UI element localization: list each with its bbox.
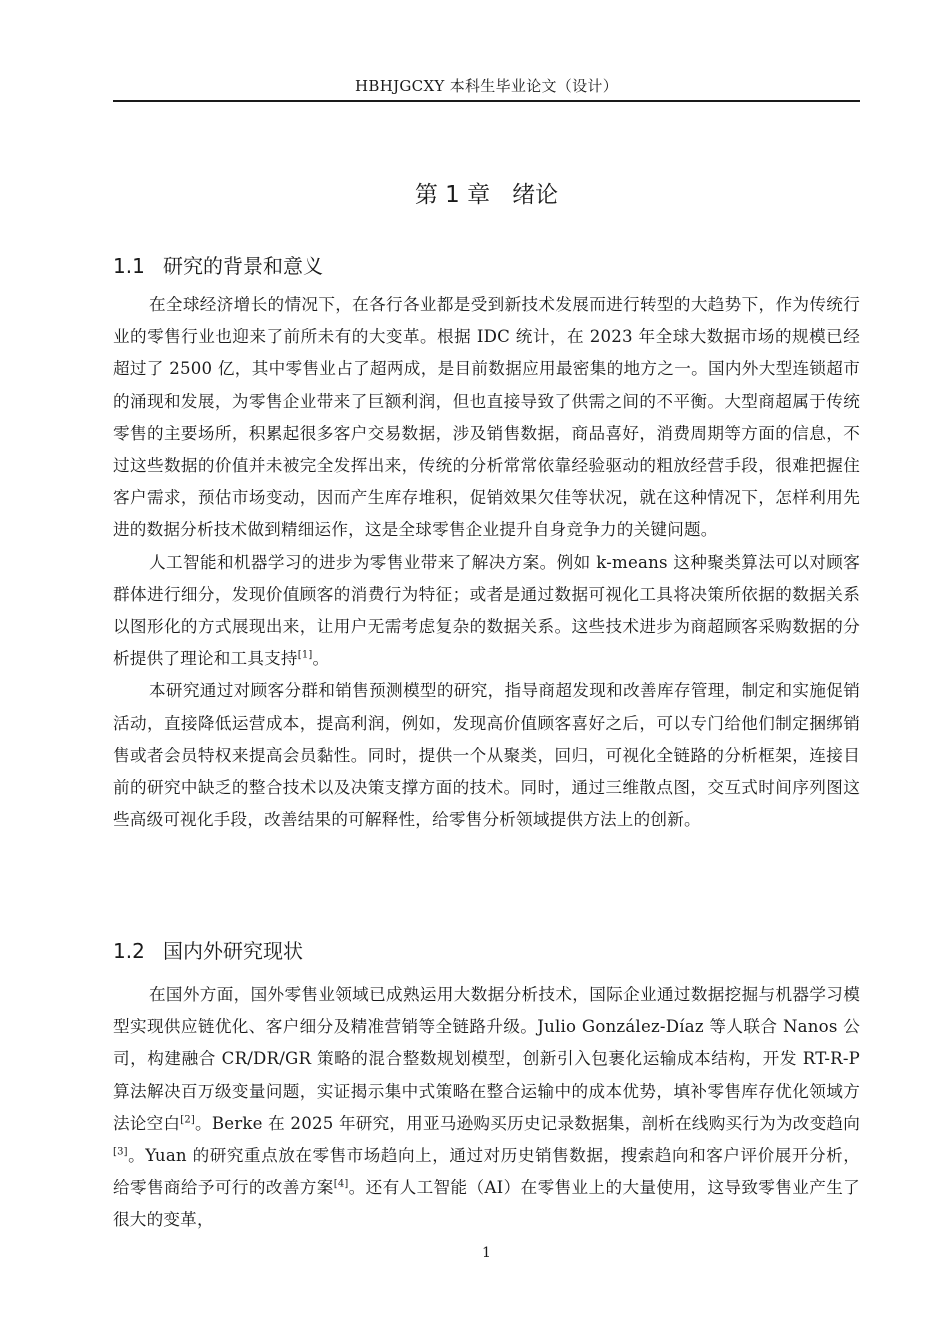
- paragraph-text: 在国外方面，国外零售业领域已成熟运用大数据分析技术，国际企业通过数据挖掘与机器学习模型实现供应链优化、客户细分及精准营销等全链路升级。Julio González-Díaz 等人联合 Nanos 公司，构建融合 CR/DR/GR 策略的混合整数规划模型，创新引入包裹化运输成本结构，开发 RT-R-P 算法解决百万级变量问题，实证揭示集中式策略在整合运输中的成本优势，填补零售库存优化领域方法论空白: [113, 985, 860, 1133]
- paragraph-text: 。还有人工智能（AI）在零售业上的大量使用，这导致零售业产生了很大的变革，: [113, 1178, 860, 1230]
- page-number: 1: [482, 1245, 491, 1261]
- section-number: 1.2: [113, 939, 145, 963]
- chapter-name: 绪论: [512, 182, 559, 208]
- section-title: 国内外研究现状: [163, 939, 303, 963]
- section-body-1-2: [113, 979, 860, 1237]
- citation-marker: [2]: [180, 1114, 195, 1126]
- paragraph-text: 。: [312, 649, 330, 669]
- running-header: HBHJGCXY 本科生毕业论文（设计）: [354, 77, 618, 95]
- body-paragraph: [113, 979, 860, 1237]
- body-paragraph: [113, 675, 860, 836]
- section-body-1-1: [113, 289, 860, 836]
- paragraph-text: 本研究通过对顾客分群和销售预测模型的研究，指导商超发现和改善库存管理，制定和实施促销活动，直接降低运营成本，提高利润，例如，发现高价值顾客喜好之后，可以专门给他们制定捆绑销售或者会员特权来提高会员黏性。同时，提供一个从聚类，回归，可视化全链路的分析框架，连接目前的研究中缺乏的整合技术以及决策支撑方面的技术。同时，通过三维散点图，交互式时间序列图这些高级可视化手段，改善结果的可解释性，给零售分析领域提供方法上的创新。: [113, 681, 860, 830]
- chapter-number: 第 1 章: [414, 182, 491, 208]
- header-rule: [113, 100, 860, 102]
- paragraph-text: 。Berke 在 2025 年研究，用亚马逊购买历史记录数据集，剖析在线购买行为为改变趋向: [195, 1113, 860, 1133]
- section-number: 1.1: [113, 254, 145, 278]
- section-title: 研究的背景和意义: [163, 254, 323, 278]
- body-paragraph: [113, 289, 860, 547]
- citation-marker: [3]: [113, 1146, 128, 1158]
- body-paragraph: [113, 547, 860, 676]
- paragraph-text: 人工智能和机器学习的进步为零售业带来了解决方案。例如 k-means 这种聚类算法可以对顾客群体进行细分，发现价值顾客的消费行为特征；或者是通过数据可视化工具将决策所依据的数据关系以图形化的方式展现出来，让用户无需考虑复杂的数据关系。这些技术进步为商超顾客采购数据的分析提供了理论和工具支持: [113, 552, 860, 669]
- citation-marker: [4]: [333, 1178, 349, 1190]
- section-heading-1-1: [113, 252, 860, 280]
- paragraph-text: 。Yuan 的研究重点放在零售市场趋向上，通过对历史销售数据，搜索趋向和客户评价展开分析，给零售商给予可行的改善方案: [113, 1146, 860, 1198]
- chapter-title: [113, 180, 860, 210]
- citation-marker: [1]: [297, 649, 313, 661]
- section-heading-1-2: [113, 937, 860, 965]
- paragraph-text: 在全球经济增长的情况下，在各行各业都是受到新技术发展而进行转型的大趋势下，作为传统行业的零售行业也迎来了前所未有的大变革。根据 IDC 统计，在 2023 年全球大数据市场的规模已经超过了 2500 亿，其中零售业占了超两成，是目前数据应用最密集的地方之一。国内外大型连锁超市的涌现和发展，为零售企业带来了巨额利润，但也直接导致了供需之间的不平衡。大型商超属于传统零售的主要场所，积累起很多客户交易数据，涉及销售数据，商品喜好，消费周期等方面的信息，不过这些数据的价值并未被完全发挥出来，传统的分析常常依靠经验驱动的粗放经营手段，很难把握住客户需求，预估市场变动，因而产生库存堆积，促销效果欠佳等状况，就在这种情况下，怎样利用先进的数据分析技术做到精细运作，这是全球零售企业提升自身竞争力的关键问题。: [113, 295, 860, 540]
